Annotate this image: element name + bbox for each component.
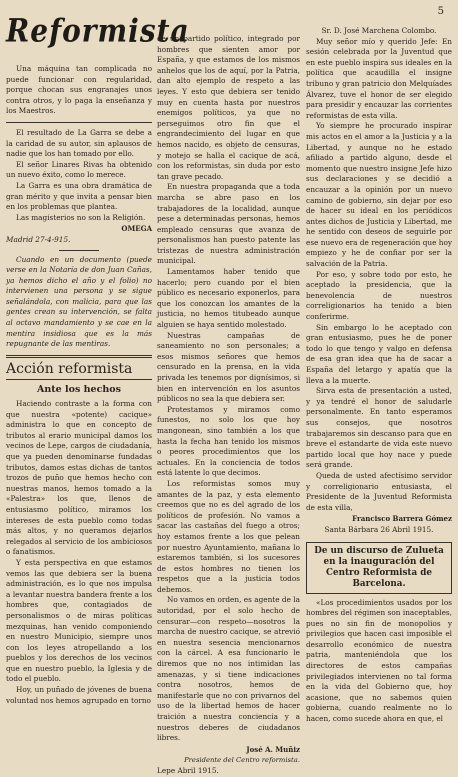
paragraph: En nuestra propaganda que a toda marcha se abre paso en los trabajadores de la localidad, aunque pese a determinadas personas, hemos empleado censuras que avanza de personalismos han puesto patente las tristezas de nuestra administración municipal. [157, 182, 300, 266]
page-number: 5 [437, 6, 444, 17]
divider [6, 355, 152, 358]
italic-note [6, 255, 152, 350]
column-1 [6, 64, 152, 705]
salutation: Sr. D. José Marchena Colombo. [321, 26, 437, 35]
dateline: Madrid 27-4-915. [6, 234, 71, 244]
article-title: Ante los hechos [37, 384, 121, 396]
column-3 [306, 26, 452, 724]
paragraph: Hoy, un puñado de jóvenes de buena voluntad nos hemos agrupado en torno [6, 685, 152, 705]
article-title-box: De un discurso de Zulueta en la inauguración del Centro Reformista de Barcelona. [306, 542, 452, 594]
signature-role: Presidente del Centro reformista. [184, 756, 300, 765]
paragraph: Y esta perspectiva en que estamos vemos las que debiera ser la buena administración, es lo que nos impulsa a levantar nuestra bandera frente a los hombres que, contagiados de personalismos o de miras políticas mezquinas, han venido componiendo en nuestro Municipio, siempre unos con los leyes atropellando a los pueblos y los derechos de los vecinos que en nuestro pueblo, la Iglesia y de todo el pueblo. [6, 557, 152, 684]
masthead-logo: Reformista [6, 11, 190, 49]
divider [59, 250, 99, 251]
signature: Francisco Barrera Gómez [352, 514, 452, 524]
dateline: Lepe Abril 1915. [157, 765, 219, 775]
signature: OMEGA [121, 224, 152, 234]
paragraph: La Garra es una obra dramática de gran mérito y que invita a pensar bien en los problemas que plantea. [6, 180, 152, 212]
paragraph: Haciendo contraste a la forma con que nuestra «potente) cacique» administra lo que en concepto de tributos al erario municipal damos los vecinos de Lepe, cargos de ciudadanía, que ya pueden denominarse fundadas tributos, damos estas dichas de tantos trozos de puño que hemos hecho con nuestras manos, hemos tomado a la «Palestra» los que, llenos de entusiasmo político, miramos los intereses de esta pueblo como todas más altos, y no queramos dejarlos relegados al servicio de los ambiciosos o fanatismos. [6, 399, 152, 557]
paragraph: Sin embargo lo he aceptado con gran entusiasmo, pues he de poner todo lo que tengo y valgo en defensa de esa gran idea que ha de sacar a España del letargo y apatía que la lleva a la muerte. [306, 322, 452, 385]
divider [6, 379, 152, 380]
paragraph: Sirva esta de presentación a usted, y ya tendré el honor de saludarle personalmente. En tanto esperamos sus consejos, que nosotros trabajaremos sin descanso para que en breve el estandarte de vida este nuevo partido local que hoy nace y puede será grande. [306, 386, 452, 470]
section-title: Acción reformista [6, 360, 133, 377]
paragraph: Nuestras campañas de saneamiento no son personales; a esos mismos señores que hemos censurado en la prensa, en la vida privada les tenemos por dignísimos, si bien en intervención en los asuntos públicos no sea la que debiera ser. [157, 330, 300, 404]
column-2 [157, 34, 300, 775]
paragraph: Lamentamos haber tenido que hacerlo; pero cuando por el bien público es necesario exponerlos, para que los conozcan los amantes de la justicia, no hemos titubeado aunque alguien se haya sentido molestado. [157, 267, 300, 330]
paragraph: Los reformistas somos muy amantes de la paz, y esta elemento creemos que no es del agrado de los políticos de profesión. No vamos a sacar las castañas del fuego a otros; hoy estamos frente a los que pelean por nuestro Ayuntamiento, mañana lo estaremos también, si los sucesores de estos hombres no tienen los respetos que a la justicia todos debemos. [157, 478, 300, 594]
signature-name: José A. Muñiz [246, 744, 300, 754]
paragraph: Muy señor mío y querido Jefe: En sesión celebrada por la Juventud que en este pueblo inspira sus ideales en la política que acaudilla el insigne tribuno y gran patricio don Melquíades Álvarez, tuve el honor de ser elegido para presidir y encauzar las corrientes reformistas de esta villa. [306, 36, 452, 120]
paragraph: «Los procedimientos usados por los hombres del régimen son inaceptables, pues no sin fin de monopolios y privilegios que hacen casi imposible el desarrollo económico de nuestra patria, manteniéndola que los directores de estos campañas privilegiados intervienen no tal forma en la vida del Gobierno que, hoy acasione, que no sabemos quien gobierna, cuando realmente no lo hacen, como sucede ahora en que, el [306, 597, 452, 724]
paragraph: Las magisterios no son la Religión. [16, 212, 146, 222]
paragraph: Queda de usted afectísimo servidor y correligionario entusiasta, el Presidente de la Juventud Reformista de esta villa, [306, 470, 452, 512]
divider [6, 122, 152, 123]
paragraph: No vamos en orden, es agente de la autoridad, por el solo hecho de censurar—con respeto—nosotros la marcha de nuestro cacique, se atrevió en nuestra sesencia mencionarnos con la cárcel. A esa funcionario le diremos que no nos intimidan las amenazas, y si tiene indicaciones contra nosotros, hemos de manifestarle que no con privarnos del uso de la libertad hemos de hacer traición a nuestra conciencia y a nuestros deberes de ciudadanos libres. [157, 595, 300, 743]
paragraph: Una máquina tan complicada no puede funcionar con regularidad, porque chocan sus engranajes unos contra otros, y lo paga la enseñanza y los Maestros. [6, 64, 152, 116]
dateline: Santa Bárbara 26 Abril 1915. [324, 524, 434, 534]
paragraph: Por eso, y sobre todo por esto, he aceptado la presidencia, que la benevolencia de nuestros correligionarios ha tenido a bien conferirme. [306, 269, 452, 322]
paragraph: de un partido político, integrado por hombres que sienten amor por España, y que estamos de los mismos anhelos que los de aquí, por la Patria, dan alto ejemplo de respeto a las leyes. Y esto que debiera ser tenido muy en cuenta hasta por nuestros enemigos políticos, ya que no perseguimos otro fin que el engrandecimiento del lugar en que hemos nacido, es objeto de censuras, y motejo se halla el cacique de acá, con los reformistas, sin duda por esto tan grave pecado. [157, 34, 300, 181]
paragraph: Protestamos y miramos como funestos, no solo los que hoy mangonean, sino también a los que hasta la fecha han tenido los mismos o peores procedimientos que los actuales. En la conciencia de todos está latente lo que decimos. [157, 404, 300, 478]
paragraph: Yo siempre he procurado inspirar mis actos en el amor a la Justicia y a la Libertad, y aunque no he estado afiliado a partido alguno, desde el momento que nuestro insigne Jefe hizo sus declaraciones y se decidió a encauzar a la opinión por un nuevo camino de gobierno, sin dejar por eso de hacer su ideal en los periódicos antes dichos de Justicia y Libertad, me he sentido con deseos de seguirle por ese nuevo era de regeneración que hoy empiezo y he de confiar por ser la salvación de la Patria. [306, 121, 452, 269]
paragraph: Cuando en un documento (puede verse en la Notaría de don Juan Cañas, ya hemos dicho el año y el folio) no intervienen una persona y se sigue señalándola, con malicia, para que las gentes crean su intervención, se falta al octavo mandamiento y se cae en la mentira insidiosa que es la más repugnante de las mentiras. [6, 254, 152, 349]
masthead [6, 2, 190, 58]
paragraph: El señor Linares Rivas ha obtenido un nuevo éxito, como lo merece. [6, 159, 152, 180]
paragraph: El resultado de La Garra se debe a la caridad de su autor, sin aplausos de nadie que los han tomado por ello. [6, 127, 152, 159]
